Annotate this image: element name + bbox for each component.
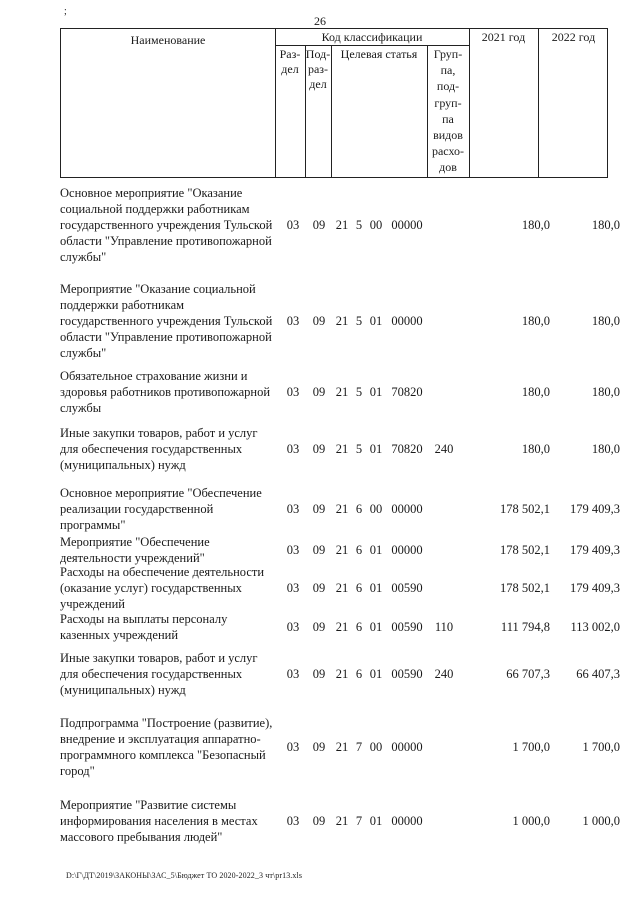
row-vid: 240 [434, 441, 454, 456]
table-row [60, 563, 620, 613]
row-razdel: 03 [286, 666, 300, 681]
row-cs-direction: 00000 [391, 813, 423, 828]
row-cs-event: 01 [369, 666, 383, 681]
row-cs-event: 00 [369, 739, 383, 754]
row-razdel: 03 [286, 384, 300, 399]
row-cs-direction: 70820 [391, 384, 423, 399]
row-cs-event: 00 [369, 501, 383, 516]
row-podrazdel: 09 [312, 813, 326, 828]
row-value-2021: 178 502,1 [500, 542, 550, 557]
row-cs-subprogram: 7 [355, 739, 363, 754]
row-name: Подпрограмма "Построение (развитие), внедрение и эксплуатация аппаратно-программного комплекса "Безопасный город" [60, 716, 273, 778]
row-razdel: 03 [286, 542, 300, 557]
row-value-2022: 179 409,3 [570, 501, 620, 516]
row-cs-event: 01 [369, 813, 383, 828]
row-cs-event: 01 [369, 441, 383, 456]
row-value-2021: 180,0 [521, 313, 550, 328]
row-cs-event: 00 [369, 217, 383, 232]
table-row [60, 610, 620, 644]
row-value-2022: 1 000,0 [582, 813, 620, 828]
row-name: Иные закупки товаров, работ и услуг для обеспечения государственных (муниципальных) нужд [60, 426, 258, 472]
row-cs-event: 01 [369, 384, 383, 399]
row-cs-program: 21 [335, 441, 349, 456]
row-cs-program: 21 [335, 384, 349, 399]
row-podrazdel: 09 [312, 542, 326, 557]
row-cs-subprogram: 6 [355, 666, 363, 681]
table-row [60, 280, 620, 362]
row-cs-program: 21 [335, 501, 349, 516]
table-row [60, 424, 620, 474]
row-razdel: 03 [286, 580, 300, 595]
header-target: Целевая статья [340, 47, 418, 61]
row-razdel: 03 [286, 501, 300, 516]
row-value-2021: 66 707,3 [506, 666, 550, 681]
row-cs-subprogram: 6 [355, 542, 363, 557]
row-cs-program: 21 [335, 813, 349, 828]
header-year-2021: 2021 год [481, 30, 526, 44]
row-podrazdel: 09 [312, 501, 326, 516]
table-row [60, 533, 620, 567]
table-header [60, 28, 608, 178]
row-value-2022: 66 407,3 [576, 666, 620, 681]
row-name: Основное мероприятие "Обеспечение реализации государственной программы" [60, 486, 262, 532]
row-value-2021: 178 502,1 [500, 501, 550, 516]
row-cs-program: 21 [335, 666, 349, 681]
row-cs-subprogram: 6 [355, 580, 363, 595]
row-podrazdel: 09 [312, 313, 326, 328]
row-cs-direction: 00000 [391, 542, 423, 557]
table-row [60, 649, 620, 699]
row-razdel: 03 [286, 441, 300, 456]
header-year-2022: 2022 год [551, 30, 596, 44]
row-value-2022: 180,0 [591, 313, 620, 328]
table-row [60, 484, 620, 534]
table-row [60, 367, 620, 417]
row-cs-direction: 00000 [391, 313, 423, 328]
row-cs-program: 21 [335, 217, 349, 232]
table-row [60, 796, 620, 846]
row-cs-direction: 00000 [391, 217, 423, 232]
row-value-2021: 1 700,0 [512, 739, 550, 754]
row-podrazdel: 09 [312, 441, 326, 456]
header-podrazdel: Под- раз- дел [305, 47, 331, 91]
row-cs-subprogram: 6 [355, 619, 363, 634]
row-cs-subprogram: 6 [355, 501, 363, 516]
row-podrazdel: 09 [312, 580, 326, 595]
row-podrazdel: 09 [312, 666, 326, 681]
row-value-2021: 180,0 [521, 384, 550, 399]
row-podrazdel: 09 [312, 739, 326, 754]
row-cs-event: 01 [369, 619, 383, 634]
row-cs-subprogram: 5 [355, 313, 363, 328]
row-value-2022: 179 409,3 [570, 580, 620, 595]
row-cs-direction: 00590 [391, 619, 423, 634]
row-name: Иные закупки товаров, работ и услуг для обеспечения государственных (муниципальных) нужд [60, 651, 258, 697]
row-value-2022: 180,0 [591, 441, 620, 456]
table-row [60, 714, 620, 780]
row-name: Обязательное страхование жизни и здоровья работников противопожарной службы [60, 369, 271, 415]
row-podrazdel: 09 [312, 384, 326, 399]
row-value-2021: 111 794,8 [500, 619, 550, 634]
table-row [60, 184, 620, 266]
row-value-2021: 1 000,0 [512, 813, 550, 828]
row-cs-program: 21 [335, 619, 349, 634]
row-cs-program: 21 [335, 542, 349, 557]
row-value-2021: 180,0 [521, 217, 550, 232]
row-razdel: 03 [286, 217, 300, 232]
header-code-group: Код классификации [321, 30, 423, 44]
file-path-footer: D:\Г\ДТ\2019\ЗАКОНЫ\ЗАС_5\Бюджет ТО 2020-2022_3 чт\pr13.xls [66, 871, 303, 880]
row-podrazdel: 09 [312, 619, 326, 634]
header-vid: Груп- па, под- груп- па видов расхо- дов [431, 47, 465, 175]
row-value-2021: 178 502,1 [500, 580, 550, 595]
row-value-2022: 113 002,0 [570, 619, 620, 634]
row-razdel: 03 [286, 813, 300, 828]
row-cs-direction: 00000 [391, 739, 423, 754]
row-cs-subprogram: 5 [355, 217, 363, 232]
row-cs-program: 21 [335, 313, 349, 328]
header-name: Наименование [130, 33, 206, 47]
row-value-2022: 179 409,3 [570, 542, 620, 557]
row-value-2022: 180,0 [591, 384, 620, 399]
row-cs-program: 21 [335, 580, 349, 595]
page-number: 26 [314, 14, 326, 28]
row-value-2022: 1 700,0 [582, 739, 620, 754]
row-name: Основное мероприятие "Оказание социальной поддержки работникам государственного учреждения Тульской области "Управление противопожарной службы" [60, 186, 273, 264]
row-cs-event: 01 [369, 313, 383, 328]
row-value-2022: 180,0 [591, 217, 620, 232]
row-name: Мероприятие "Развитие системы информирования населения в местах массового пребывания людей" [60, 798, 258, 844]
row-razdel: 03 [286, 739, 300, 754]
corner-mark: ; [64, 6, 67, 17]
row-podrazdel: 09 [312, 217, 326, 232]
row-cs-direction: 70820 [391, 441, 423, 456]
row-cs-event: 01 [369, 542, 383, 557]
header-razdel: Раз- дел [279, 47, 301, 76]
row-cs-direction: 00590 [391, 580, 423, 595]
row-value-2021: 180,0 [521, 441, 550, 456]
row-name: Расходы на выплаты персоналу казенных учреждений [60, 612, 228, 642]
row-vid: 240 [434, 666, 454, 681]
row-cs-subprogram: 5 [355, 384, 363, 399]
row-name: Мероприятие "Обеспечение деятельности учреждений" [60, 535, 210, 565]
row-cs-direction: 00000 [391, 501, 423, 516]
row-razdel: 03 [286, 619, 300, 634]
row-cs-event: 01 [369, 580, 383, 595]
row-name: Мероприятие "Оказание социальной поддержки работникам государственного учреждения Тульской области "Управление противопожарной службы" [60, 282, 273, 360]
row-cs-subprogram: 7 [355, 813, 363, 828]
row-name: Расходы на обеспечение деятельности (оказание услуг) государственных учреждений [60, 565, 265, 611]
row-razdel: 03 [286, 313, 300, 328]
row-cs-program: 21 [335, 739, 349, 754]
row-vid: 110 [434, 619, 454, 634]
row-cs-subprogram: 5 [355, 441, 363, 456]
row-cs-direction: 00590 [391, 666, 423, 681]
